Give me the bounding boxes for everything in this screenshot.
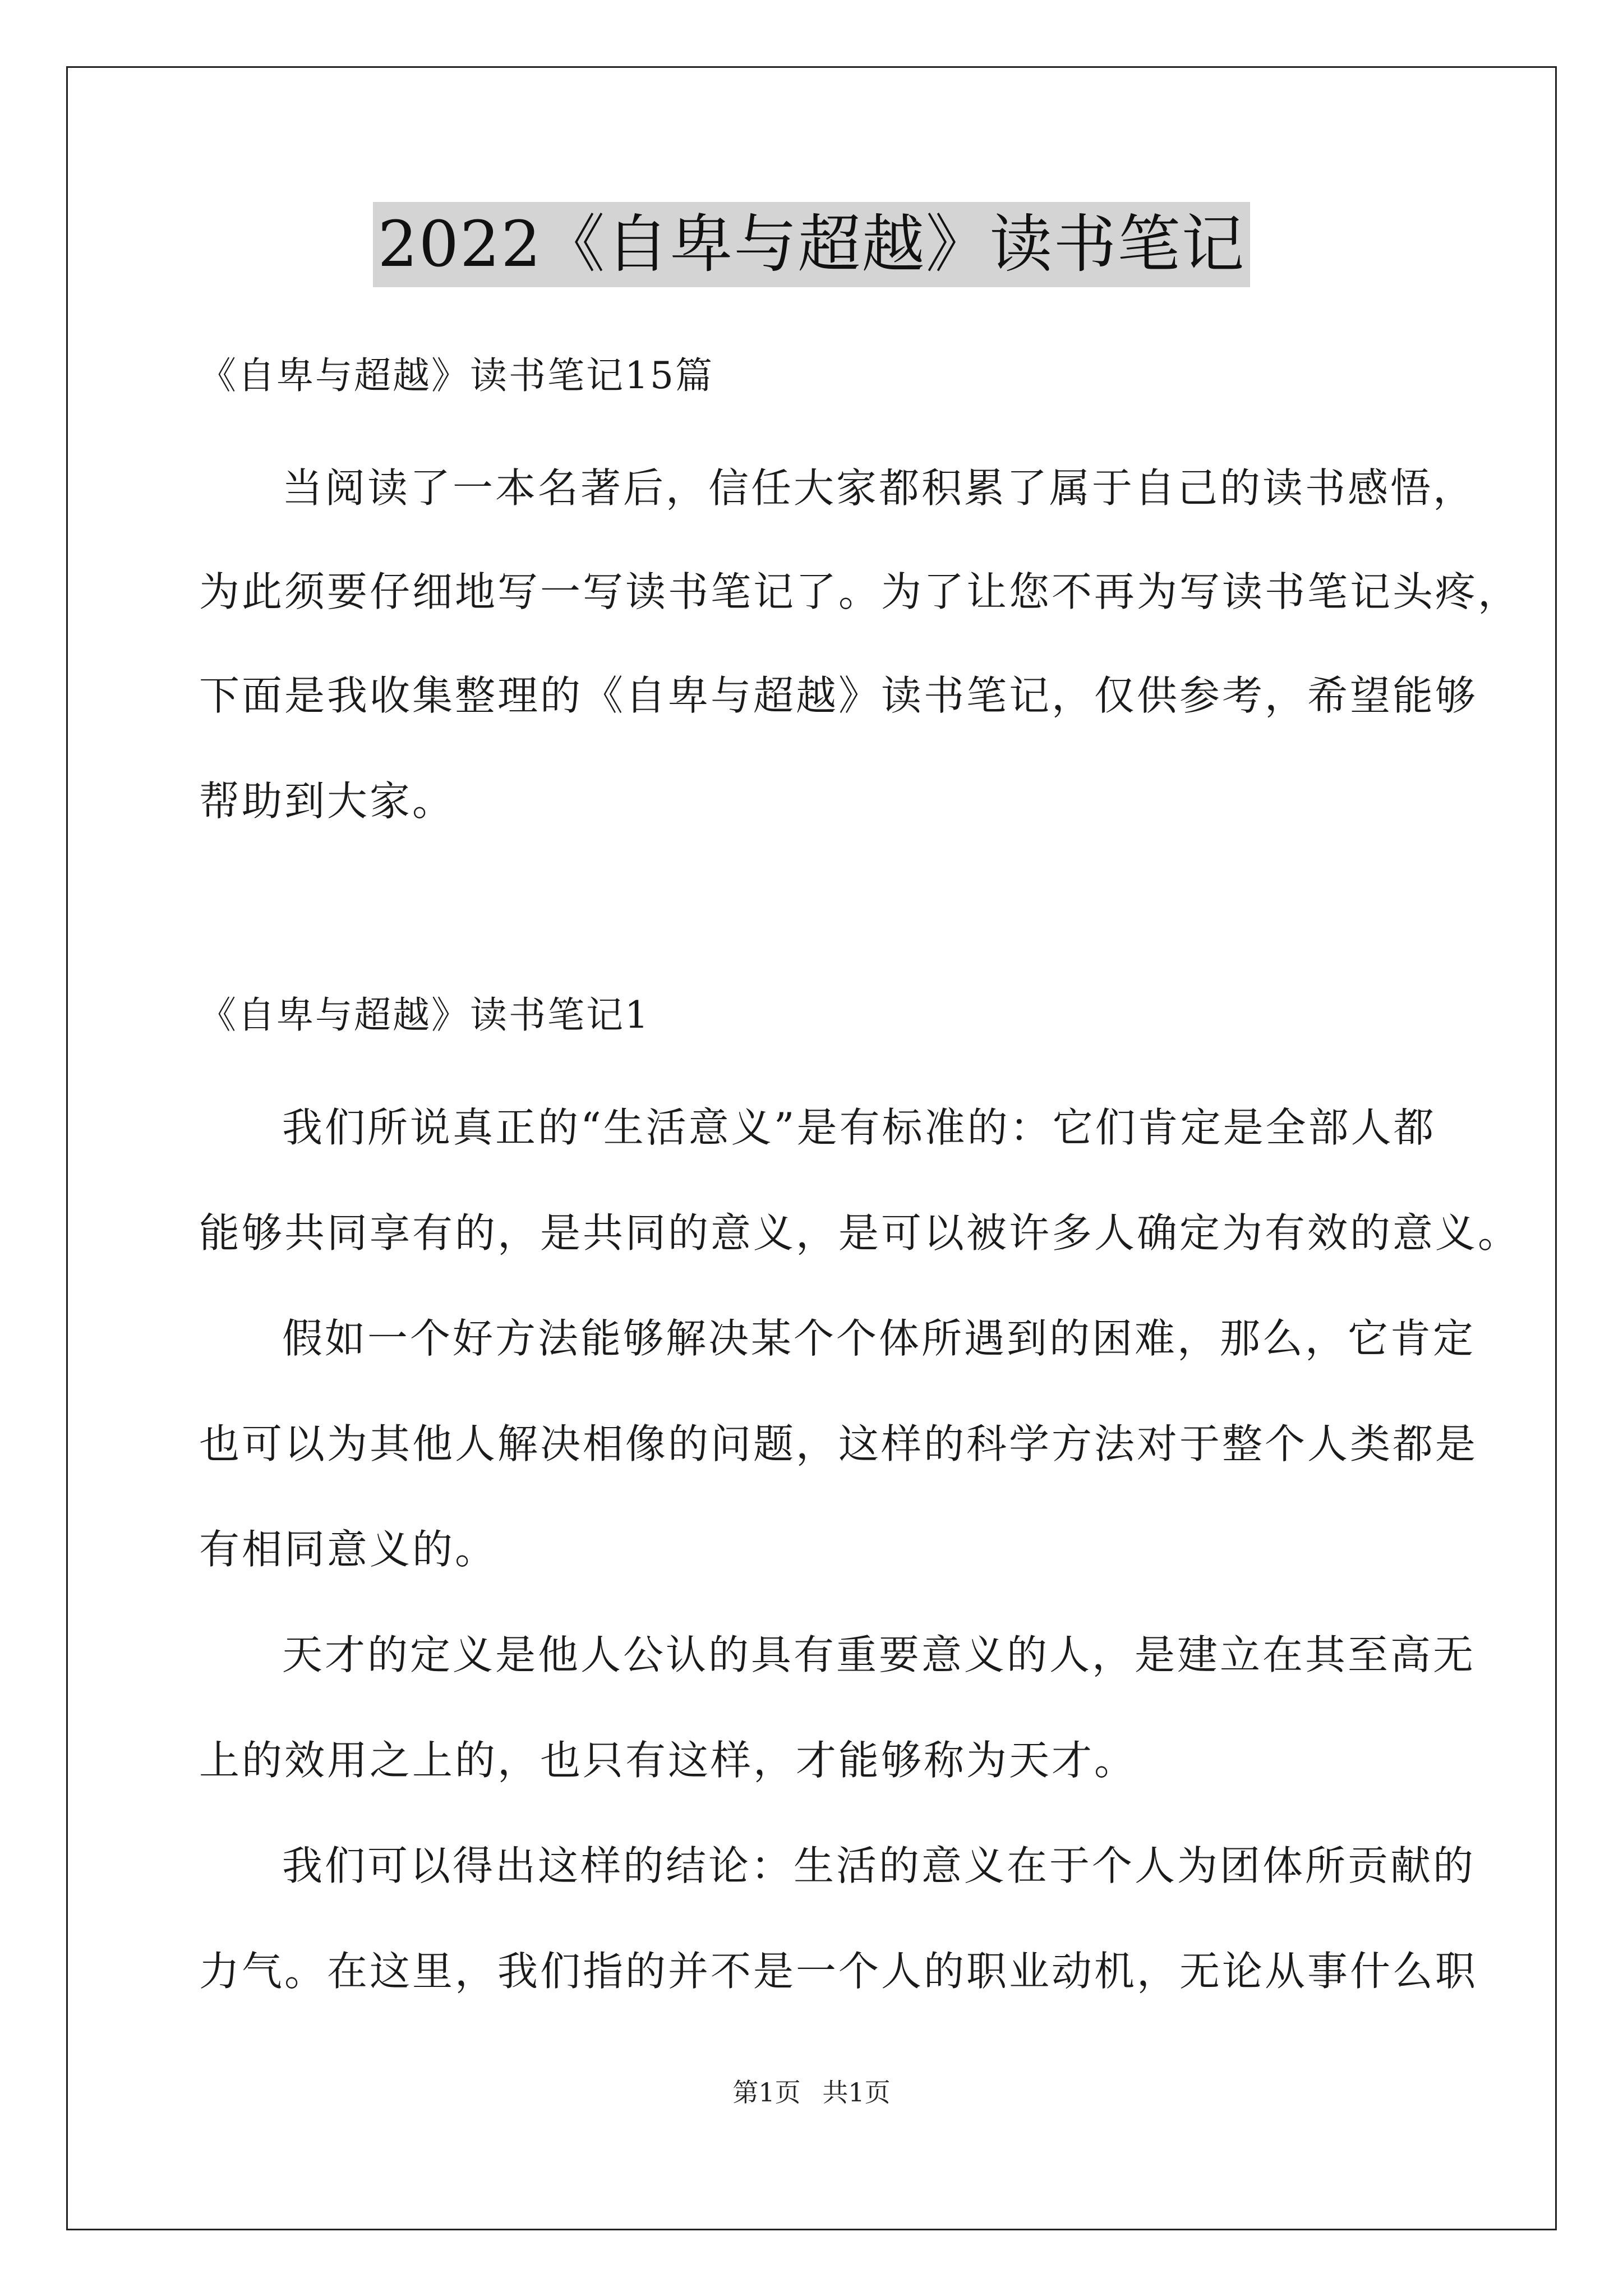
body-line-1: 我们所说真正的“生活意义”是有标准的：它们肯定是全部人都 (282, 1104, 1436, 1151)
body-line-2: 能够共同享有的，是共同的意义，是可以被许多人确定为有效的意义。 (199, 1209, 1521, 1257)
document-title: 2022《自卑与超越》读书笔记 (373, 202, 1249, 287)
title-container (0, 202, 1623, 287)
body-line-8: 我们可以得出这样的结论：生活的意义在于个人为团体所贡献的 (282, 1842, 1476, 1889)
body-line-7: 上的效用之上的，也只有这样，才能够称为天才。 (199, 1737, 1137, 1784)
intro-line-1: 当阅读了一本名著后，信任大家都积累了属于自己的读书感悟， (282, 464, 1476, 512)
section-heading: 《自卑与超越》读书笔记1 (199, 993, 650, 1037)
intro-line-2: 为此须要仔细地写一写读书笔记了。为了让您不再为写读书笔记头疼， (199, 568, 1521, 615)
collection-heading: 《自卑与超越》读书笔记15篇 (199, 354, 714, 397)
intro-line-4: 帮助到大家。 (199, 777, 455, 825)
body-line-3: 假如一个好方法能够解决某个个体所遇到的困难，那么，它肯定 (282, 1315, 1476, 1362)
body-line-5: 有相同意义的。 (199, 1526, 498, 1573)
page-footer (0, 2076, 1623, 2109)
body-line-4: 也可以为其他人解决相像的问题，这样的科学方法对于整个人类都是 (199, 1420, 1478, 1467)
intro-line-3: 下面是我收集整理的《自卑与超越》读书笔记，仅供参考，希望能够 (199, 672, 1478, 719)
page-total: 共1页 (822, 2077, 891, 2108)
body-line-9: 力气。在这里，我们指的并不是一个人的职业动机，无论从事什么职 (199, 1948, 1478, 1995)
body-line-6: 天才的定义是他人公认的具有重要意义的人，是建立在其至高无 (282, 1631, 1476, 1678)
page-number: 第1页 (732, 2077, 801, 2108)
